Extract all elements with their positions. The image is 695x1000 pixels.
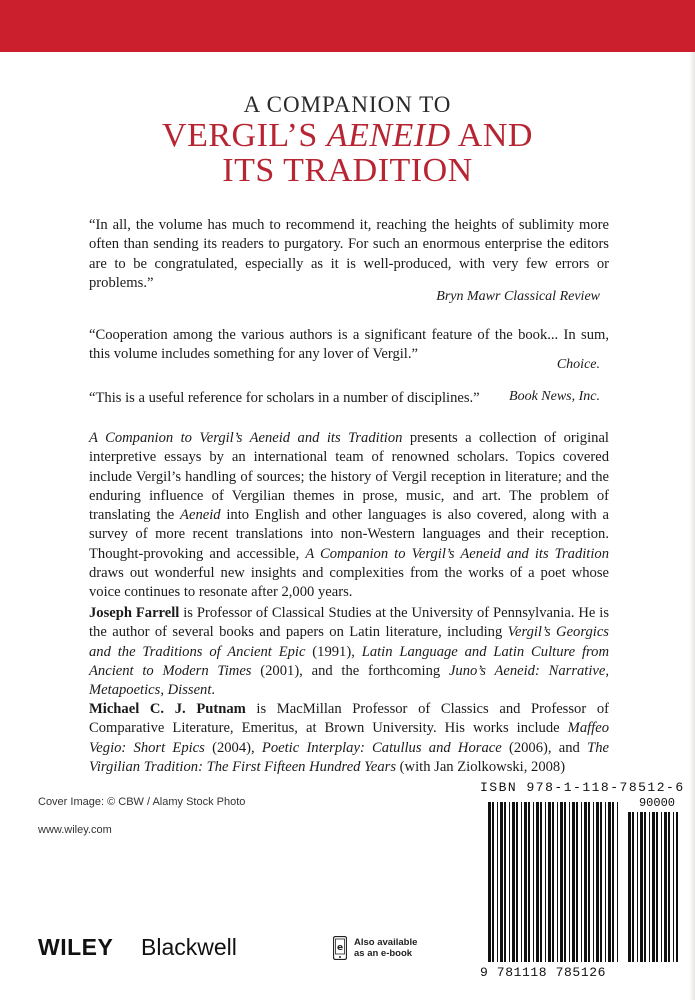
barcode-bar xyxy=(668,812,670,962)
editor-bio-putnam: Michael C. J. Putnam is MacMillan Professor of Classics and Professor of Comparative Literature, Emeritus, at Brown University. His works include Maffeo Vegio: Short Epics (2004), Poetic Interplay: Catullus and Horace (2006), and The Virgilian Tradition: The First Fifteen Hundred Years (with Jan Ziolkowski, 2008) xyxy=(89,701,609,775)
barcode-bars-main xyxy=(488,802,618,962)
editor-bio-farrell: Joseph Farrell is Professor of Classical Studies at the University of Pennsylvania. He is the author of several books and papers on Latin literature, including Vergil’s Georgics and the Traditions of Ancient Epic (1991), Latin Language and Latin Culture from Ancient to Modern Times (2001), and the forthcoming Juno’s Aeneid: Narrative, Metapoetics, Dissent. xyxy=(89,605,610,699)
barcode-bar xyxy=(528,802,530,962)
barcode-bar xyxy=(661,812,662,962)
barcode-bar xyxy=(552,802,554,962)
cover-image-credit: Cover Image: © CBW / Alamy Stock Photo xyxy=(38,796,246,808)
barcode-bar xyxy=(644,812,646,962)
barcode-bar xyxy=(533,802,534,962)
barcode-bar xyxy=(608,802,611,962)
review-quote-3: “This is a useful reference for scholars in a number of disciplines.” xyxy=(89,390,480,406)
barcode-bar xyxy=(632,812,634,962)
barcode-bar xyxy=(612,802,614,962)
barcode-bar xyxy=(492,802,494,962)
barcode-bar xyxy=(521,802,522,962)
svg-text:e: e xyxy=(336,943,344,953)
barcode-bar xyxy=(516,802,518,962)
barcode-bar xyxy=(628,812,631,962)
barcode-bar xyxy=(557,802,558,962)
barcode-bar xyxy=(497,802,498,962)
barcode-bar xyxy=(545,802,546,962)
barcode-bar xyxy=(488,802,491,962)
barcode-bar xyxy=(581,802,582,962)
barcode-bar xyxy=(524,802,527,962)
barcode-bar xyxy=(676,812,678,962)
barcode-bar xyxy=(512,802,515,962)
isbn-text: ISBN 978-1-118-78512-6 xyxy=(480,780,685,795)
review-source-3: Book News, Inc. xyxy=(509,389,600,404)
barcode-bar xyxy=(605,802,606,962)
barcode-bar xyxy=(572,802,575,962)
top-red-band xyxy=(0,0,695,52)
spine-edge xyxy=(689,52,695,1000)
barcode-bar xyxy=(588,802,590,962)
book-description: A Companion to Vergil’s Aeneid and its Tradition presents a collection of original interpretive essays by an international team of renowned scholars. Topics covered include Vergil’s handling of sources; the history of Vergil reception in literature; and the enduring influence of Vergilian themes in prose, music, and art. The problem of translating the Aeneid into English and other languages is also covered, along with a survey of more recent translations into non-Western languages and their reception. Thought-provoking and accessible, A Companion to Vergil’s Aeneid and its Tradition draws out wonderful new insights and complexities from the works of a poet whose voice continues to resonate after 2,000 years. xyxy=(89,430,610,601)
title-line-1: VERGIL’S AENEID AND xyxy=(162,117,533,154)
barcode-bar xyxy=(596,802,599,962)
review-source-1: Bryn Mawr Classical Review xyxy=(436,289,600,304)
review-source-2: Choice. xyxy=(556,357,600,372)
ebook-availability: Also available as an e-book xyxy=(354,937,418,959)
barcode-bar xyxy=(673,812,674,962)
barcode-bar xyxy=(656,812,658,962)
publisher-website: www.wiley.com xyxy=(38,824,112,836)
barcode-bar xyxy=(649,812,650,962)
barcode-bar xyxy=(640,812,643,962)
barcode-price-code: 90000 xyxy=(638,796,675,810)
barcode-bar xyxy=(569,802,570,962)
barcode-bar xyxy=(540,802,542,962)
barcode-bar xyxy=(600,802,602,962)
barcode-bar xyxy=(593,802,594,962)
title-overline: A COMPANION TO xyxy=(243,92,452,117)
barcode-bar xyxy=(664,812,667,962)
title-line-2: ITS TRADITION xyxy=(222,152,473,189)
barcode-bar xyxy=(560,802,563,962)
barcode-bar xyxy=(548,802,551,962)
barcode-bar xyxy=(564,802,566,962)
blackwell-wordmark: Blackwell xyxy=(141,934,237,960)
review-quote-2: “Cooperation among the various authors is a significant feature of the book... In sum, this volume includes something for any lover of Vergil.” xyxy=(89,327,609,363)
barcode-bar xyxy=(500,802,503,962)
barcode-bar xyxy=(637,812,638,962)
wiley-logo: WILEY xyxy=(38,934,114,960)
barcode-bar xyxy=(576,802,578,962)
barcode-digits: 9 781118 785126 xyxy=(480,965,607,980)
barcode-bar xyxy=(509,802,510,962)
barcode-bar xyxy=(652,812,655,962)
barcode-bars-addon xyxy=(628,812,678,962)
ebook-device-icon xyxy=(333,936,347,960)
barcode-bar xyxy=(536,802,539,962)
review-quote-1: “In all, the volume has much to recommend it, reaching the heights of sublimity more often than sending its readers to purgatory. For such an enormous enterprise the editors are to be congratulated, especially as it is well-produced, with very few errors or problems.” xyxy=(89,217,609,291)
barcode-bar xyxy=(504,802,506,962)
barcode-bar xyxy=(617,802,618,962)
isbn-barcode xyxy=(480,796,680,980)
barcode-bar xyxy=(584,802,587,962)
